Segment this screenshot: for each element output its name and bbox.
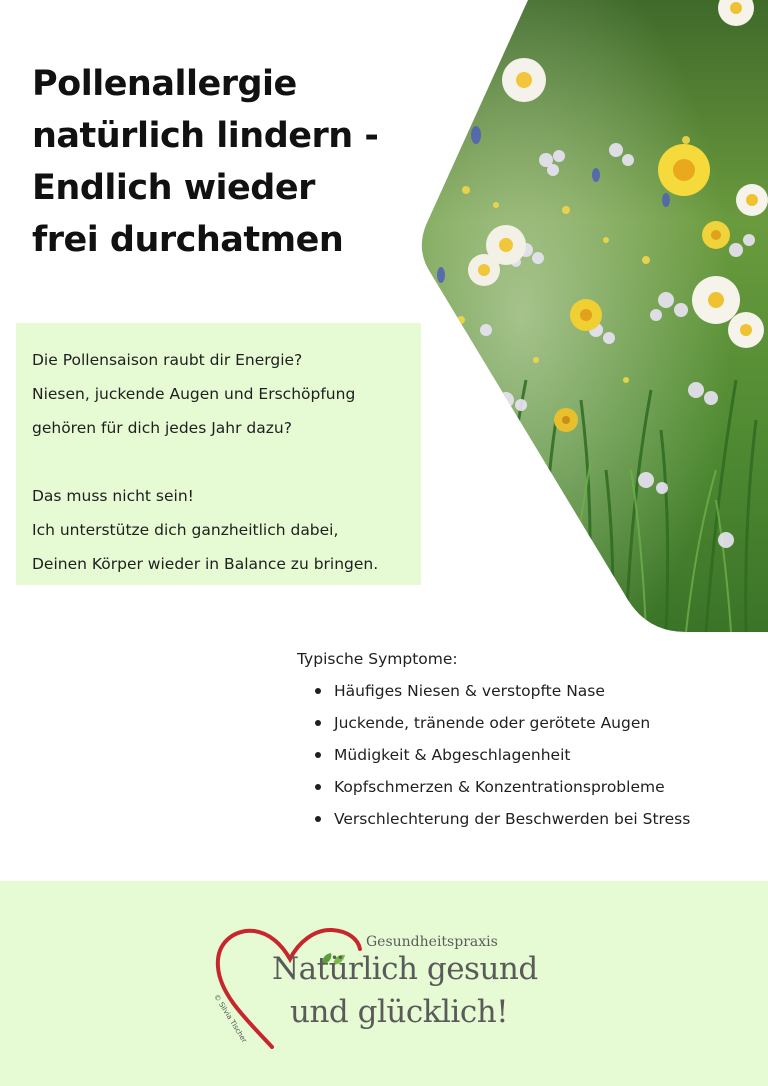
page-title: [32, 58, 432, 266]
intro-line: gehören für dich jedes Jahr dazu?: [32, 419, 292, 437]
bullet-icon: [315, 784, 321, 790]
list-item: [334, 707, 757, 739]
title-line-4: frei durchatmen: [32, 220, 344, 260]
title-line-3: Endlich wieder: [32, 168, 315, 208]
title-line-2: natürlich lindern -: [32, 116, 379, 156]
bullet-icon: [315, 816, 321, 822]
symptom-label: Kopfschmerzen & Konzentrationsprobleme: [334, 778, 665, 796]
intro-line: Deinen Körper wieder in Balance zu bringen.: [32, 555, 379, 573]
bullet-icon: [315, 752, 321, 758]
intro-line: Ich unterstütze dich ganzheitlich dabei,: [32, 521, 339, 539]
symptom-label: Juckende, tränende oder gerötete Augen: [334, 714, 651, 732]
symptoms-section: [297, 643, 757, 835]
title-line-1: Pollenallergie: [32, 64, 297, 104]
logo-subtitle: Gesundheitspraxis: [366, 934, 498, 950]
intro-line: Niesen, juckende Augen und Erschöpfung: [32, 385, 356, 403]
logo-copyright: © Silvia Tischer: [212, 993, 249, 1045]
symptoms-title: Typische Symptome:: [297, 650, 458, 668]
intro-text: [32, 343, 422, 581]
symptom-label: Häufiges Niesen & verstopfte Nase: [334, 682, 605, 700]
symptoms-list: [297, 675, 757, 835]
logo-text-line-2: und glücklich!: [290, 994, 509, 1030]
intro-line: Das muss nicht sein!: [32, 487, 194, 505]
intro-line: Die Pollensaison raubt dir Energie?: [32, 351, 303, 369]
symptom-label: Verschlechterung der Beschwerden bei Stress: [334, 810, 691, 828]
flower-meadow-image: [416, 0, 768, 632]
list-item: [334, 739, 757, 771]
paragraph-gap: [32, 445, 422, 479]
symptom-label: Müdigkeit & Abgeschlagenheit: [334, 746, 571, 764]
list-item: [334, 771, 757, 803]
bullet-icon: [315, 688, 321, 694]
bullet-icon: [315, 720, 321, 726]
logo-text-line-1: Natürlich gesund: [272, 951, 538, 987]
list-item: [334, 675, 757, 707]
list-item: [334, 803, 757, 835]
